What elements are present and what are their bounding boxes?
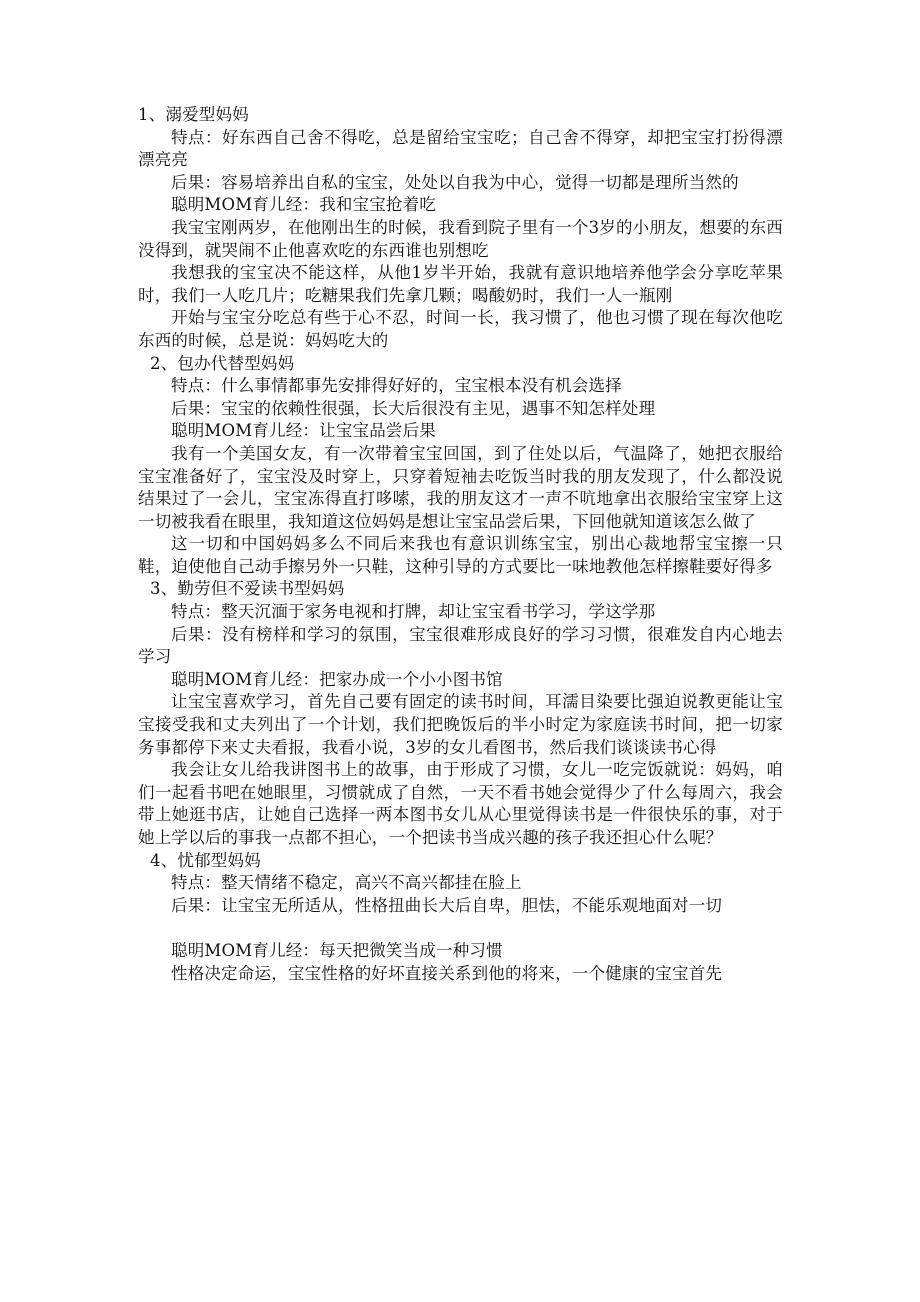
paragraph: 性格决定命运，宝宝性格的好坏直接关系到他的将来，一个健康的宝宝首先 xyxy=(171,963,723,983)
paragraph: 聪明MOM育儿经：让宝宝品尝后果 xyxy=(171,421,437,441)
paragraph: 让宝宝喜欢学习，首先自己要有固定的读书时间，耳濡目染要比强迫说教更能让宝宝接受我和丈夫列出了一个计划，我们把晚饭后的半小时定为家庭读书时间，把一切家务事都停下来丈夫看报，我看小说，3岁的女儿看图书，然后我们谈谈读书心得 xyxy=(138,692,783,757)
paragraph: 特点：什么事情都事先安排得好好的，宝宝根本没有机会选择 xyxy=(171,376,622,396)
document-body xyxy=(138,104,783,985)
paragraph: 后果：让宝宝无所适从，性格扭曲长大后自卑，胆怯，不能乐观地面对一切 xyxy=(171,895,723,915)
paragraph: 特点：整天情绪不稳定，高兴不高兴都挂在脸上 xyxy=(171,873,522,893)
paragraph: 我想我的宝宝决不能这样，从他1岁半开始，我就有意识地培养他学会分享吃苹果时，我们一人吃几片；吃糖果我们先拿几颗；喝酸奶时，我们一人一瓶刚 xyxy=(138,263,783,305)
paragraph: 聪明MOM育儿经：每天把微笑当成一种习惯 xyxy=(171,940,503,960)
blank-line xyxy=(138,917,783,940)
heading-4: 4、忧郁型妈妈 xyxy=(150,850,261,870)
paragraph: 聪明MOM育儿经：把家办成一个小小图书馆 xyxy=(171,669,503,689)
paragraph: 后果：没有榜样和学习的氛围，宝宝很难形成良好的学习习惯，很难发自内心地去学习 xyxy=(138,624,783,667)
paragraph: 特点：好东西自己舍不得吃，总是留给宝宝吃；自己舍不得穿，却把宝宝打扮得漂漂亮亮 xyxy=(138,127,783,170)
paragraph: 聪明MOM育儿经：我和宝宝抢着吃 xyxy=(171,195,437,215)
paragraph: 开始与宝宝分吃总有些于心不忍，时间一长，我习惯了，他也习惯了现在每次他吃东西的时候，总是说：妈妈吃大的 xyxy=(138,308,783,350)
paragraph: 后果：宝宝的依赖性很强，长大后很没有主见，遇事不知怎样处理 xyxy=(171,398,656,418)
paragraph: 这一切和中国妈妈多么不同后来我也有意识训练宝宝，别出心裁地帮宝宝擦一只鞋，迫使他自己动手擦另外一只鞋，这种引导的方式要比一味地教他怎样擦鞋要好得多 xyxy=(138,534,783,576)
paragraph: 我宝宝刚两岁，在他刚出生的时候，我看到院子里有一个3岁的小朋友，想要的东西没得到，就哭闹不止他喜欢吃的东西谁也别想吃 xyxy=(138,217,783,260)
paragraph: 我会让女儿给我讲图书上的故事，由于形成了习惯，女儿一吃完饭就说：妈妈，咱们一起看书吧在她眼里，习惯就成了自然，一天不看书她会觉得少了什么每周六，我会带上她逛书店，让她自己选择一两本图书女儿从心里觉得读书是一件很快乐的事，对于她上学以后的事我一点都不担心，一个把读书当成兴趣的孩子我还担心什么呢？ xyxy=(138,760,783,847)
heading-3: 3、勤劳但不爱读书型妈妈 xyxy=(150,579,345,599)
paragraph: 特点：整天沉湎于家务电视和打牌，却让宝宝看书学习，学这学那 xyxy=(171,602,656,622)
heading-2: 2、包办代替型妈妈 xyxy=(150,353,295,373)
paragraph: 我有一个美国女友，有一次带着宝宝回国，到了住处以后，气温降了，她把衣服给宝宝准备好了，宝宝没及时穿上，只穿着短袖去吃饭当时我的朋友发现了，什么都没说结果过了一会儿，宝宝冻得直打哆嗦，我的朋友这才一声不吭地拿出衣服给宝宝穿上这一切被我看在眼里，我知道这位妈妈是想让宝宝品尝后果，下回他就知道该怎么做了 xyxy=(138,443,783,531)
paragraph: 后果：容易培养出自私的宝宝，处处以自我为中心，觉得一切都是理所当然的 xyxy=(171,172,739,192)
heading-1: 1、溺爱型妈妈 xyxy=(138,105,249,124)
